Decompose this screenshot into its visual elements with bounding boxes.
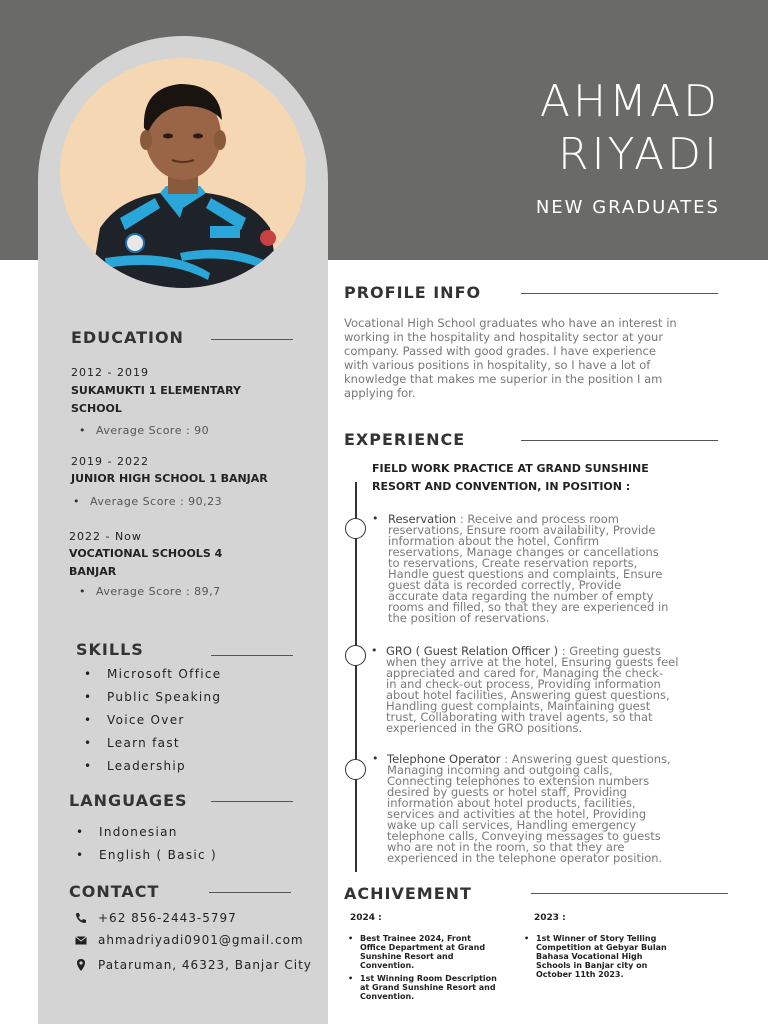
experience-line: Handle guest questions and complaints, Ensure bbox=[388, 567, 663, 581]
timeline-node bbox=[345, 518, 366, 539]
contact-address bbox=[74, 958, 312, 972]
education-score: • Average Score : 89,7 bbox=[96, 585, 221, 598]
experience-line: Connecting telephones to extension numbers bbox=[387, 774, 650, 788]
phone-number: +62 856-2443-5797 bbox=[98, 911, 237, 925]
experience-line: the position of reservations. bbox=[388, 611, 550, 625]
experience-line: who are not in the room, so that they are bbox=[387, 840, 625, 854]
experience-line: : Greeting guests bbox=[558, 644, 661, 658]
skill-item: • Public Speaking bbox=[107, 690, 221, 704]
education-score: • Average Score : 90 bbox=[96, 424, 209, 437]
skill-item: • Microsoft Office bbox=[107, 667, 221, 681]
languages-title: LANGUAGES bbox=[69, 791, 188, 810]
bullet: • bbox=[371, 644, 378, 657]
experience-line: desired by guests or hotel staff, Providing bbox=[387, 785, 627, 799]
language-item: • English ( Basic ) bbox=[99, 848, 217, 862]
role-title: NEW GRADUATES bbox=[535, 197, 720, 218]
experience-line: trust, Collaborating with travel agents, so that bbox=[386, 710, 653, 724]
experience-line: reservations, Ensure room availability, Provide bbox=[388, 523, 656, 537]
heading-line: FIELD WORK PRACTICE AT GRAND SUNSHINE bbox=[372, 462, 649, 475]
heading-line: RESORT AND CONVENTION, IN POSITION : bbox=[372, 480, 631, 493]
achievement-item bbox=[360, 934, 485, 970]
experience-divider bbox=[521, 440, 718, 441]
experience-line: in and check-out process, Providing information bbox=[386, 677, 661, 691]
experience-line: services and activities at the hotel, Providing bbox=[387, 807, 647, 821]
school-line: VOCATIONAL SCHOOLS 4 bbox=[69, 547, 223, 560]
education-school bbox=[71, 382, 241, 418]
achievement-line: Convention. bbox=[360, 961, 415, 970]
profile-divider bbox=[521, 293, 718, 294]
education-years: 2012 - 2019 bbox=[71, 366, 149, 379]
profile-photo bbox=[60, 58, 306, 288]
experience-line: about hotel facilities, Answering guest questions, bbox=[386, 688, 670, 702]
achievement-line: • 1st Winning Room Description bbox=[360, 974, 497, 983]
experience-line: rooms and filled, so that they are experienced in bbox=[388, 600, 669, 614]
education-school bbox=[69, 545, 222, 581]
experience-line: : Answering guest questions, bbox=[500, 752, 671, 766]
skills-divider bbox=[211, 655, 293, 656]
timeline-node bbox=[345, 759, 366, 780]
achievement-line: Convention. bbox=[360, 992, 415, 1001]
profile-line: knowledge that makes me superior in the position I am bbox=[344, 372, 663, 386]
education-years: 2022 - Now bbox=[69, 530, 142, 543]
experience-item-telephone bbox=[387, 754, 709, 864]
bullet: • bbox=[372, 752, 379, 765]
education-title: EDUCATION bbox=[71, 328, 184, 347]
education-score: • Average Score : 90,23 bbox=[90, 495, 222, 508]
profile-text bbox=[344, 316, 718, 400]
language-item: • Indonesian bbox=[99, 825, 178, 839]
achievement-line: • Best Trainee 2024, Front bbox=[360, 934, 471, 943]
achievement-line: Office Department at Grand bbox=[360, 943, 486, 952]
school-line: SUKAMUKTI 1 ELEMENTARY bbox=[71, 384, 241, 397]
achievement-line: at Grand Sunshine Resort and bbox=[360, 983, 496, 992]
experience-line: accurate data regarding the number of empty bbox=[388, 589, 654, 603]
achievement-line: • 1st Winner of Story Telling bbox=[536, 934, 657, 943]
experience-line: wake up call services, Handling emergency bbox=[387, 818, 637, 832]
achievement-item bbox=[536, 934, 667, 979]
achievement-year: 2023 : bbox=[534, 913, 566, 923]
profile-line: Vocational High School graduates who have an interest in bbox=[344, 316, 677, 330]
timeline-node bbox=[345, 645, 366, 666]
profile-line: company. Passed with good grades. I have experience bbox=[344, 344, 656, 358]
experience-line: : Receive and process room bbox=[456, 512, 619, 526]
skills-title: SKILLS bbox=[76, 640, 144, 659]
achievement-divider bbox=[531, 893, 728, 894]
experience-item-title: GRO ( Guest Relation Officer ) bbox=[386, 644, 559, 658]
location-pin-icon bbox=[74, 958, 88, 972]
experience-timeline bbox=[355, 482, 357, 872]
address: Pataruman, 46323, Banjar City bbox=[98, 958, 312, 972]
first-name: AHMAD bbox=[539, 76, 720, 127]
experience-item-title: Telephone Operator bbox=[387, 752, 501, 766]
experience-line: experienced in the telephone operator position. bbox=[387, 851, 663, 865]
contact-email[interactable] bbox=[74, 933, 304, 947]
profile-line: working in the hospitality and hospitality sector at your bbox=[344, 330, 664, 344]
education-school: JUNIOR HIGH SCHOOL 1 BANJAR bbox=[71, 472, 268, 485]
profile-line: applying for. bbox=[344, 386, 416, 400]
contact-title: CONTACT bbox=[69, 882, 160, 901]
person-name bbox=[540, 76, 720, 182]
last-name: RIYADI bbox=[558, 128, 720, 180]
achievement-line: October 11th 2023. bbox=[536, 970, 624, 979]
education-years: 2019 - 2022 bbox=[71, 455, 149, 468]
email-address: ahmadriyadi0901@gmail.com bbox=[98, 933, 304, 947]
experience-item-title: Reservation bbox=[388, 512, 457, 526]
experience-line: telephone calls, Conveying messages to guests bbox=[387, 829, 661, 843]
experience-line: to reservations, Create reservation reports, bbox=[388, 556, 638, 570]
contact-divider bbox=[209, 892, 291, 893]
experience-line: information about the hotel, Confirm bbox=[388, 534, 600, 548]
languages-divider bbox=[211, 801, 293, 802]
school-line: BANJAR bbox=[69, 565, 117, 578]
mail-icon bbox=[74, 933, 88, 947]
experience-line: experienced in the GRO positions. bbox=[386, 721, 583, 735]
phone-icon bbox=[74, 911, 88, 925]
achievement-line: Sunshine Resort and bbox=[360, 952, 454, 961]
experience-heading bbox=[372, 460, 692, 496]
profile-line: with various positions in hospitality, so I have a lot of bbox=[344, 358, 651, 372]
experience-line: Handling guest complaints, Maintaining guest bbox=[386, 699, 651, 713]
skill-item: • Learn fast bbox=[107, 736, 180, 750]
bullet: • bbox=[372, 512, 379, 525]
experience-line: appreciated and cared for, Managing the check- bbox=[386, 666, 663, 680]
experience-line: reservations, Manage changes or cancellations bbox=[388, 545, 659, 559]
contact-phone[interactable] bbox=[74, 911, 237, 925]
experience-item-gro bbox=[386, 646, 708, 734]
achievement-line: Competition at Gebyar Bulan bbox=[536, 943, 667, 952]
school-line: SCHOOL bbox=[71, 402, 122, 415]
achievement-year: 2024 : bbox=[350, 913, 382, 923]
experience-item-reservation bbox=[388, 514, 708, 624]
achievement-line: Schools in Banjar city on bbox=[536, 961, 648, 970]
achievement-line: Bahasa Vocational High bbox=[536, 952, 643, 961]
achievement-item bbox=[360, 974, 497, 1001]
profile-title: PROFILE INFO bbox=[344, 283, 482, 302]
experience-line: Managing incoming and outgoing calls, bbox=[387, 763, 613, 777]
achievement-title: ACHIVEMENT bbox=[344, 884, 472, 903]
experience-line: guest data is recorded correctly, Provide bbox=[388, 578, 622, 592]
education-divider bbox=[211, 339, 293, 340]
skill-item: • Leadership bbox=[107, 759, 186, 773]
experience-line: information about hotel products, facilities, bbox=[387, 796, 636, 810]
skill-item: • Voice Over bbox=[107, 713, 185, 727]
experience-title: EXPERIENCE bbox=[344, 430, 466, 449]
experience-line: when they arrive at the hotel, Ensuring guests feel bbox=[386, 655, 679, 669]
